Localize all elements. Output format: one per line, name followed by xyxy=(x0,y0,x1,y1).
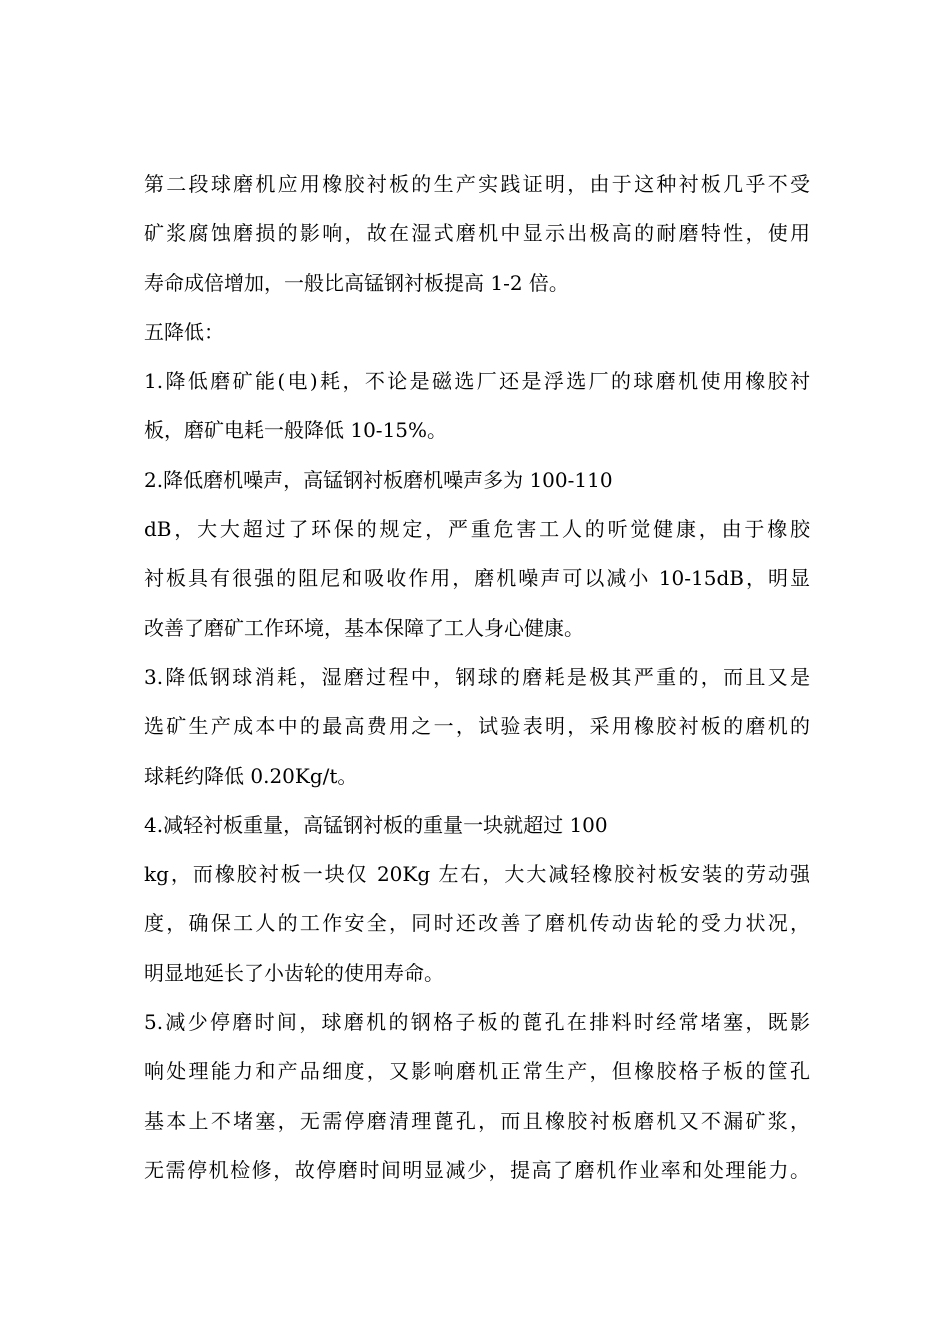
text-line: 寿命成倍增加，一般比高锰钢衬板提高 1-2 倍。 xyxy=(144,270,569,295)
text-line: 改善了磨矿工作环境，基本保障了工人身心健康。 xyxy=(144,615,584,640)
text-line: 矿浆腐蚀磨损的影响，故在湿式磨机中显示出极高的耐磨特性，使用 xyxy=(144,221,810,246)
text-line: 球耗约降低 0.20Kg/t。 xyxy=(144,763,358,788)
text-line: 响处理能力和产品细度，又影响磨机正常生产，但橡胶格子板的筐孔 xyxy=(144,1059,810,1084)
text-line: 基本上不堵塞，无需停磨清理蓖孔，而且橡胶衬板磨机又不漏矿浆， xyxy=(144,1108,810,1133)
text-line: 选矿生产成本中的最高费用之一，试验表明，采用橡胶衬板的磨机的 xyxy=(144,714,810,739)
text-line: 明显地延长了小齿轮的使用寿命。 xyxy=(144,960,444,985)
text-line: 度，确保工人的工作安全，同时还改善了磨机传动齿轮的受力状况， xyxy=(144,911,810,936)
text-line: 2.降低磨机噪声，高锰钢衬板磨机噪声多为 100-110 xyxy=(144,467,613,492)
text-line: 板，磨矿电耗一般降低 10-15%。 xyxy=(144,418,448,443)
text-line: 5.减少停磨时间，球磨机的钢格子板的蓖孔在排料时经常堵塞，既影 xyxy=(144,1010,810,1035)
text-line: kg，而橡胶衬板一块仅 20Kg 左右，大大减轻橡胶衬板安装的劳动强 xyxy=(144,862,810,887)
text-line: 无需停机检修，故停磨时间明显减少，提高了磨机作业率和处理能力。 xyxy=(144,1157,810,1182)
text-line: 五降低： xyxy=(144,319,224,344)
text-line: 1.降低磨矿能(电)耗，不论是磁选厂还是浮选厂的球磨机使用橡胶衬 xyxy=(144,369,810,394)
text-line: dB，大大超过了环保的规定，严重危害工人的听觉健康，由于橡胶 xyxy=(144,517,810,542)
body-text xyxy=(144,160,810,1195)
text-line: 第二段球磨机应用橡胶衬板的生产实践证明，由于这种衬板几乎不受 xyxy=(144,172,810,196)
text-line: 衬板具有很强的阻尼和吸收作用，磨机噪声可以减小 10-15dB，明显 xyxy=(144,566,810,591)
text-line: 3.降低钢球消耗，湿磨过程中，钢球的磨耗是极其严重的，而且又是 xyxy=(144,664,810,689)
text-line: 4.减轻衬板重量，高锰钢衬板的重量一块就超过 100 xyxy=(144,812,608,837)
